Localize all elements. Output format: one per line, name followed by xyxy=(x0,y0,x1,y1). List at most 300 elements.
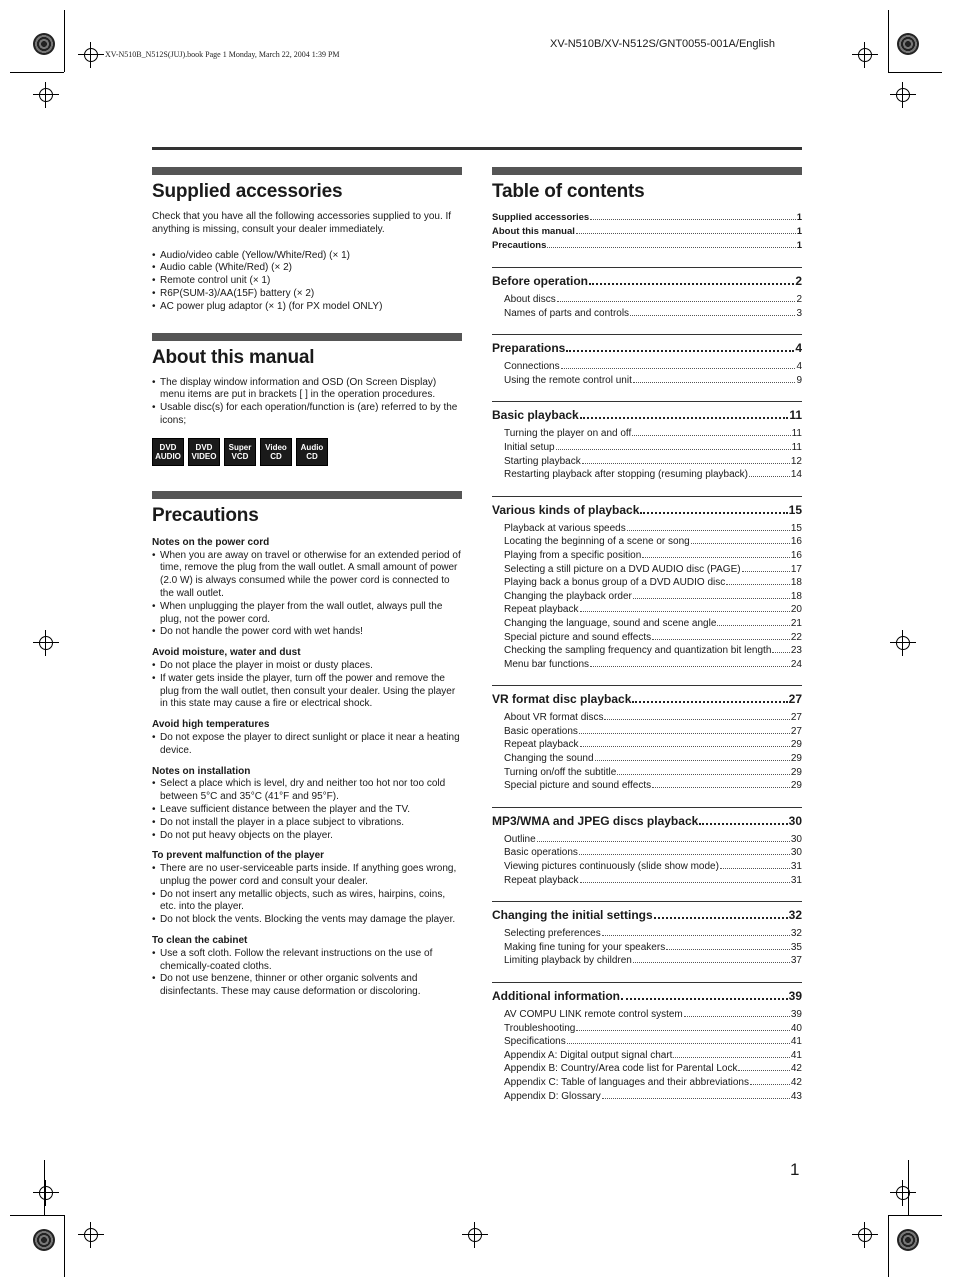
toc-group xyxy=(492,901,802,968)
toc-entry[interactable] xyxy=(504,549,802,563)
list-item: • If water gets inside the player, turn off the power and remove the plug from the wall outlet, then consult your dealer. Using the player in this state may cause a fire or electrical shock. xyxy=(152,673,462,711)
dot-leader xyxy=(590,219,796,220)
toc-group-heading[interactable] xyxy=(492,908,802,923)
toc-label: Repeat playback xyxy=(504,739,579,751)
toc-label: Appendix B: Country/Area code list for Parental Lock xyxy=(504,1063,738,1075)
crosshair-mark xyxy=(890,1180,916,1206)
dot-leader xyxy=(537,841,790,842)
toc-page-number: 27 xyxy=(790,725,802,737)
toc-label: Appendix D: Glossary xyxy=(504,1090,601,1102)
toc-entry[interactable] xyxy=(504,1076,802,1090)
precaution-heading: Notes on the power cord xyxy=(152,536,270,548)
section-bar xyxy=(492,167,802,175)
dot-leader xyxy=(717,625,789,626)
toc-page-number: 24 xyxy=(790,658,802,670)
crop-mark xyxy=(888,72,942,73)
dot-leader xyxy=(621,998,788,1000)
toc-page-number: 30 xyxy=(790,833,802,845)
crosshair-mark xyxy=(33,1180,59,1206)
dot-leader xyxy=(627,530,790,531)
toc-label: AV COMPU LINK remote control system xyxy=(504,1009,683,1020)
toc-entry[interactable] xyxy=(504,590,802,604)
toc-entry[interactable] xyxy=(504,522,802,536)
toc-page-number: 18 xyxy=(790,577,802,589)
toc-label: Limiting playback by children xyxy=(504,955,632,967)
toc-group xyxy=(492,267,802,320)
super-vcd-icon: Super VCD xyxy=(224,438,256,466)
toc-page-number: 29 xyxy=(790,766,802,778)
toc-entry[interactable] xyxy=(504,874,802,888)
dot-leader xyxy=(566,350,794,352)
model-line: XV-N510B/XV-N512S/GNT0055-001A/English xyxy=(550,38,776,50)
toc-page-number: 32 xyxy=(790,928,802,940)
toc-page-number: 9 xyxy=(796,374,802,386)
precaution-list xyxy=(152,550,462,640)
toc-group xyxy=(492,685,802,793)
toc-label: Making fine tuning for your speakers xyxy=(504,941,666,953)
toc-entry[interactable] xyxy=(504,833,802,847)
dot-leader xyxy=(684,1016,790,1017)
toc-label: About this manual xyxy=(492,226,575,237)
list-item: • AC power plug adaptor (× 1) (for PX model ONLY) xyxy=(152,301,462,314)
toc-page-number: 29 xyxy=(790,753,802,765)
toc-label: Changing the playback order xyxy=(504,590,632,602)
list-item: • Do not block the vents. Blocking the vents may damage the player. xyxy=(152,914,462,927)
toc-label: Playing from a specific position xyxy=(504,549,642,561)
toc-page-number: 23 xyxy=(790,645,802,657)
toc-page-number: 20 xyxy=(790,604,802,616)
toc-label: About VR format discs xyxy=(504,712,604,724)
toc-entry[interactable] xyxy=(504,1008,802,1022)
toc-entry[interactable] xyxy=(504,1062,802,1076)
toc-page-number: 35 xyxy=(790,941,802,953)
toc-entry[interactable] xyxy=(504,603,802,617)
toc-group-items xyxy=(492,833,802,887)
toc-entry[interactable] xyxy=(504,725,802,739)
toc-label: Locating the beginning of a scene or song xyxy=(504,536,690,548)
toc-label: Special picture and sound effects xyxy=(504,631,652,643)
dot-leader xyxy=(642,557,790,558)
toc-page-number: 12 xyxy=(790,455,802,467)
list-item: • When you are away on travel or otherwise for an extended period of time, remove the plug from the wall outlet. A small amount of power (2.0 W) is always consumed while the power cord is connected to the wall outlet. xyxy=(152,550,462,601)
dot-leader xyxy=(579,733,790,734)
toc-label: Preparations xyxy=(492,341,566,356)
section-title: Supplied accessories xyxy=(152,181,343,202)
toc-entry[interactable] xyxy=(504,455,802,469)
toc-page-number: 11 xyxy=(789,408,802,423)
toc-page-number: 37 xyxy=(790,955,802,967)
toc-page-number: 16 xyxy=(790,549,802,561)
section-bar xyxy=(152,167,462,175)
list-item: • When unplugging the player from the wall outlet, always pull the plug, not the power cord. xyxy=(152,601,462,627)
registration-target-top-right xyxy=(897,33,919,55)
precaution-heading: Notes on installation xyxy=(152,765,251,777)
list-item: • Select a place which is level, dry and neither too hot nor too cold between 5°C and 35°C (41°F and 95°F). xyxy=(152,778,462,804)
toc-page-number: 30 xyxy=(788,813,802,828)
toc-page-number: 30 xyxy=(790,847,802,859)
toc-page-number: 32 xyxy=(788,908,802,923)
top-rule xyxy=(152,147,802,150)
toc-page-number: 1 xyxy=(796,212,802,223)
crosshair-mark xyxy=(890,82,916,108)
disc-icons xyxy=(152,438,462,466)
toc-page-number: 29 xyxy=(790,780,802,792)
dot-leader xyxy=(590,666,790,667)
dot-leader xyxy=(580,882,790,883)
toc-label: VR format disc playback xyxy=(492,692,632,707)
toc-page-number: 17 xyxy=(790,563,802,575)
toc-page-number: 21 xyxy=(790,617,802,629)
toc-page-number: 1 xyxy=(796,226,802,237)
toc-group-items xyxy=(492,522,802,672)
toc-page-number: 3 xyxy=(796,307,802,319)
toc-page-number: 29 xyxy=(790,739,802,751)
toc-label: Supplied accessories xyxy=(492,212,590,223)
registration-target-bottom-left xyxy=(33,1229,55,1251)
toc-page-number: 4 xyxy=(796,361,802,373)
list-item: • Do not put heavy objects on the player. xyxy=(152,830,462,843)
toc-page-number: 2 xyxy=(795,274,802,288)
toc-page-number: 41 xyxy=(790,1036,802,1048)
toc-page-number: 14 xyxy=(790,469,802,481)
dot-leader xyxy=(576,1030,790,1031)
precaution-heading: Avoid high temperatures xyxy=(152,719,270,731)
list-item: • Audio/video cable (Yellow/White/Red) (× 1) xyxy=(152,250,462,263)
toc-group-items xyxy=(492,927,802,968)
toc-page-number: 1 xyxy=(796,240,802,251)
toc-label: About discs xyxy=(504,294,556,305)
toc-label: Changing the language, sound and scene angle xyxy=(504,617,717,629)
toc-entry[interactable] xyxy=(504,860,802,874)
toc-entry[interactable] xyxy=(504,535,802,549)
toc-page-number: 16 xyxy=(790,536,802,548)
list-item: • Audio cable (White/Red) (× 2) xyxy=(152,262,462,275)
toc-group-heading[interactable] xyxy=(492,692,802,707)
page-number: 1 xyxy=(790,1160,800,1179)
toc-entry[interactable] xyxy=(504,779,802,793)
section-bar xyxy=(152,333,462,341)
toc-label: Checking the sampling frequency and quantization bit length xyxy=(504,645,772,657)
toc-group-items xyxy=(492,1008,802,1103)
crosshair-mark xyxy=(33,82,59,108)
dot-leader xyxy=(602,1098,790,1099)
dot-leader xyxy=(742,571,790,572)
toc-groups xyxy=(492,267,802,1103)
toc-group xyxy=(492,334,802,387)
toc-label: Initial setup xyxy=(504,441,555,453)
crop-mark xyxy=(64,10,65,72)
list-item: • Do not place the player in moist or dusty places. xyxy=(152,660,462,673)
crop-mark xyxy=(888,1215,942,1216)
dot-leader xyxy=(595,760,790,761)
dvd-video-icon: DVD VIDEO xyxy=(188,438,220,466)
toc-entry[interactable] xyxy=(504,293,802,307)
toc-label: Troubleshooting xyxy=(504,1022,576,1034)
toc-entry[interactable] xyxy=(504,576,802,590)
toc-page-number: 22 xyxy=(790,631,802,643)
dot-leader xyxy=(691,543,790,544)
toc-group-items xyxy=(492,427,802,481)
dot-leader xyxy=(561,368,796,369)
crosshair-mark xyxy=(78,42,104,68)
list-item: • There are no user-serviceable parts inside. If anything goes wrong, unplug the power cord and consult your dealer. xyxy=(152,863,462,889)
toc-group-heading[interactable] xyxy=(492,989,802,1004)
toc-label: Turning the player on and off xyxy=(504,428,632,440)
list-item: • Do not use benzene, thinner or other organic solvents and disinfectants. These may cause deformation or discoloring. xyxy=(152,973,462,999)
dot-leader xyxy=(617,774,790,775)
precaution-list xyxy=(152,863,462,927)
toc-page-number: 27 xyxy=(790,712,802,724)
toc-entry[interactable] xyxy=(504,1035,802,1049)
about-manual-section xyxy=(152,333,462,466)
list-item: • Remote control unit (× 1) xyxy=(152,275,462,288)
toc-page-number: 42 xyxy=(790,1063,802,1075)
toc-label: Before operation xyxy=(492,274,589,288)
toc-label: Basic playback xyxy=(492,408,579,423)
toc-group-heading[interactable] xyxy=(492,503,802,518)
toc-entry[interactable] xyxy=(492,211,802,225)
toc-page-number: 11 xyxy=(791,428,802,440)
crop-mark xyxy=(888,1215,889,1277)
registration-target-bottom-right xyxy=(897,1229,919,1251)
dot-leader xyxy=(580,611,790,612)
precaution-heading: Avoid moisture, water and dust xyxy=(152,647,301,659)
dot-leader xyxy=(738,1070,789,1071)
toc-entry[interactable] xyxy=(504,1090,802,1104)
toc-label: Repeat playback xyxy=(504,604,579,616)
toc-page-number: 40 xyxy=(790,1022,802,1034)
precaution-list xyxy=(152,732,462,758)
precaution-list xyxy=(152,948,462,999)
about-list xyxy=(152,377,462,428)
dot-leader xyxy=(630,315,795,316)
toc-page-number: 42 xyxy=(790,1076,802,1088)
crop-mark xyxy=(10,1215,64,1216)
toc-label: Names of parts and controls xyxy=(504,307,630,319)
dot-leader xyxy=(652,639,790,640)
toc-group xyxy=(492,982,802,1103)
toc-entry[interactable] xyxy=(504,1022,802,1036)
dot-leader xyxy=(567,1043,790,1044)
toc-entry[interactable] xyxy=(504,738,802,752)
toc-page-number: 18 xyxy=(790,590,802,602)
toc-page-number: 15 xyxy=(790,522,802,534)
dot-leader xyxy=(654,917,788,919)
book-file-line: XV-N510B_N512S(JUJ).book Page 1 Monday, March 22, 2004 1:39 PM xyxy=(105,50,340,59)
toc-page-number: 39 xyxy=(788,989,802,1003)
toc-entry[interactable] xyxy=(504,427,802,441)
toc-label: Changing the sound xyxy=(504,753,594,765)
crop-mark xyxy=(888,10,889,72)
list-item: • Do not install the player in a place subject to vibrations. xyxy=(152,817,462,830)
dot-leader xyxy=(557,301,796,302)
supplied-accessories-section xyxy=(152,167,462,314)
toc-entry[interactable] xyxy=(504,631,802,645)
list-item: • Do not handle the power cord with wet hands! xyxy=(152,626,462,639)
list-item: • Do not expose the player to direct sunlight or place it near a heating device. xyxy=(152,732,462,758)
crosshair-mark xyxy=(852,42,878,68)
toc-label: Appendix C: Table of languages and their abbreviations xyxy=(504,1076,749,1088)
toc-top-entries xyxy=(492,211,802,253)
dot-leader xyxy=(582,463,790,464)
toc-group-heading[interactable] xyxy=(492,814,802,829)
dot-leader xyxy=(579,854,790,855)
toc-label: Selecting a still picture on a DVD AUDIO disc (PAGE) xyxy=(504,563,741,575)
toc-label: Outline xyxy=(504,833,536,845)
toc-group-heading[interactable] xyxy=(492,341,802,356)
toc-entry[interactable] xyxy=(504,441,802,455)
toc-group-items xyxy=(492,293,802,320)
toc-group-items xyxy=(492,360,802,387)
dot-leader xyxy=(699,823,787,825)
toc-entry[interactable] xyxy=(504,752,802,766)
toc-page-number: 4 xyxy=(795,341,802,356)
toc-label: Various kinds of playback xyxy=(492,502,640,517)
toc-label: Viewing pictures continuously (slide show mode) xyxy=(504,861,719,873)
dot-leader xyxy=(633,382,796,383)
toc-label: Basic operations xyxy=(504,847,578,859)
crosshair-mark xyxy=(890,630,916,656)
dot-leader xyxy=(640,512,787,514)
toc-page-number: 43 xyxy=(790,1090,802,1102)
toc-label: Playback at various speeds xyxy=(504,522,626,534)
toc-entry[interactable] xyxy=(504,617,802,631)
supplied-intro: Check that you have all the following accessories supplied to you. If anything is missing, consult your dealer immediately. xyxy=(152,211,452,235)
list-item: • Do not insert any metallic objects, such as wires, hairpins, coins, etc. into the player. xyxy=(152,889,462,915)
dot-leader xyxy=(632,701,787,703)
crosshair-mark xyxy=(852,1222,878,1248)
toc-entry[interactable] xyxy=(492,239,802,253)
section-bar xyxy=(152,491,462,499)
toc-page-number: 31 xyxy=(790,861,802,873)
dot-leader xyxy=(673,1057,789,1058)
toc-label: Restarting playback after stopping (resuming playback) xyxy=(504,469,749,481)
toc-page-number: 27 xyxy=(788,692,802,707)
toc-group xyxy=(492,401,802,481)
precaution-list xyxy=(152,778,462,842)
list-item: • R6P(SUM-3)/AA(15F) battery (× 2) xyxy=(152,288,462,301)
toc-page-number: 39 xyxy=(790,1009,802,1020)
crop-mark xyxy=(10,72,64,73)
toc-entry[interactable] xyxy=(504,711,802,725)
toc-label: Appendix A: Digital output signal chart xyxy=(504,1049,673,1061)
toc-entry[interactable] xyxy=(504,563,802,577)
toc-entry[interactable] xyxy=(504,644,802,658)
dot-leader xyxy=(666,949,790,950)
toc-label: Menu bar functions xyxy=(504,658,590,670)
dot-leader xyxy=(632,435,790,436)
precautions-section xyxy=(152,491,462,999)
dvd-audio-icon: DVD AUDIO xyxy=(152,438,184,466)
toc-entry[interactable] xyxy=(504,374,802,388)
dot-leader xyxy=(720,868,790,869)
crosshair-mark xyxy=(33,630,59,656)
precaution-heading: To clean the cabinet xyxy=(152,935,248,947)
toc-group-items xyxy=(492,711,802,793)
supplied-list xyxy=(152,250,462,314)
toc-page-number: 41 xyxy=(790,1049,802,1061)
toc-group xyxy=(492,496,802,672)
list-item: • Use a soft cloth. Follow the relevant instructions on the use of chemically-coated cloths. xyxy=(152,948,462,974)
toc-entry[interactable] xyxy=(504,941,802,955)
dot-leader xyxy=(580,417,789,419)
dot-leader xyxy=(576,233,796,234)
toc-group xyxy=(492,807,802,887)
toc-label: Precautions xyxy=(492,240,547,251)
toc-label: Playing back a bonus group of a DVD AUDIO disc xyxy=(504,577,726,589)
toc-label: Additional information xyxy=(492,989,620,1003)
toc-entry[interactable] xyxy=(504,360,802,374)
toc-label: Starting playback xyxy=(504,455,581,467)
dot-leader xyxy=(547,247,795,248)
toc-title: Table of contents xyxy=(492,181,645,202)
left-column xyxy=(152,167,462,999)
dot-leader xyxy=(589,283,794,285)
list-item: • Usable disc(s) for each operation/function is (are) referred to by the icons; xyxy=(152,402,462,428)
toc-page-number: 11 xyxy=(791,441,802,453)
right-column xyxy=(492,167,802,1103)
toc-entry[interactable] xyxy=(504,846,802,860)
precaution-list xyxy=(152,660,462,711)
dot-leader xyxy=(556,449,791,450)
dot-leader xyxy=(604,719,789,720)
crop-mark xyxy=(64,1215,65,1277)
dot-leader xyxy=(726,584,790,585)
toc-label: Repeat playback xyxy=(504,874,579,886)
toc-page-number: 31 xyxy=(790,874,802,886)
toc-label: Changing the initial settings xyxy=(492,908,653,923)
toc-entry[interactable] xyxy=(504,766,802,780)
toc-page-number: 2 xyxy=(796,294,802,305)
dot-leader xyxy=(750,1084,790,1085)
dot-leader xyxy=(652,787,790,788)
dot-leader xyxy=(749,476,790,477)
toc-entry[interactable] xyxy=(504,307,802,321)
toc-label: MP3/WMA and JPEG discs playback xyxy=(492,813,699,828)
toc-entry[interactable] xyxy=(504,468,802,482)
toc-label: Selecting preferences xyxy=(504,928,601,940)
crosshair-mark xyxy=(462,1222,488,1248)
toc-group-heading[interactable] xyxy=(492,274,802,289)
section-title: About this manual xyxy=(152,346,315,368)
section-title: Precautions xyxy=(152,504,259,526)
dot-leader xyxy=(602,935,790,936)
dot-leader xyxy=(580,746,790,747)
toc-entry[interactable] xyxy=(504,927,802,941)
crosshair-mark xyxy=(78,1222,104,1248)
toc-label: Connections xyxy=(504,361,560,373)
toc-group-heading[interactable] xyxy=(492,408,802,423)
audio-cd-icon: Audio CD xyxy=(296,438,328,466)
toc-page-number: 15 xyxy=(788,502,802,517)
video-cd-icon: Video CD xyxy=(260,438,292,466)
toc-label: Specifications xyxy=(504,1036,566,1048)
toc-label: Using the remote control unit xyxy=(504,374,632,386)
precautions-body xyxy=(152,537,462,999)
toc-entry[interactable] xyxy=(504,1049,802,1063)
crop-mark xyxy=(908,1160,909,1215)
crop-mark xyxy=(44,1160,45,1215)
dot-leader xyxy=(772,652,789,653)
registration-target-top-left xyxy=(33,33,55,55)
toc-entry[interactable] xyxy=(504,954,802,968)
toc-label: Basic operations xyxy=(504,725,578,737)
dot-leader xyxy=(633,598,790,599)
toc-entry[interactable] xyxy=(504,658,802,672)
list-item: • The display window information and OSD (On Screen Display) menu items are put in brackets [ ] in the operation procedures. xyxy=(152,377,462,403)
dot-leader xyxy=(633,962,790,963)
toc-entry[interactable] xyxy=(492,225,802,239)
